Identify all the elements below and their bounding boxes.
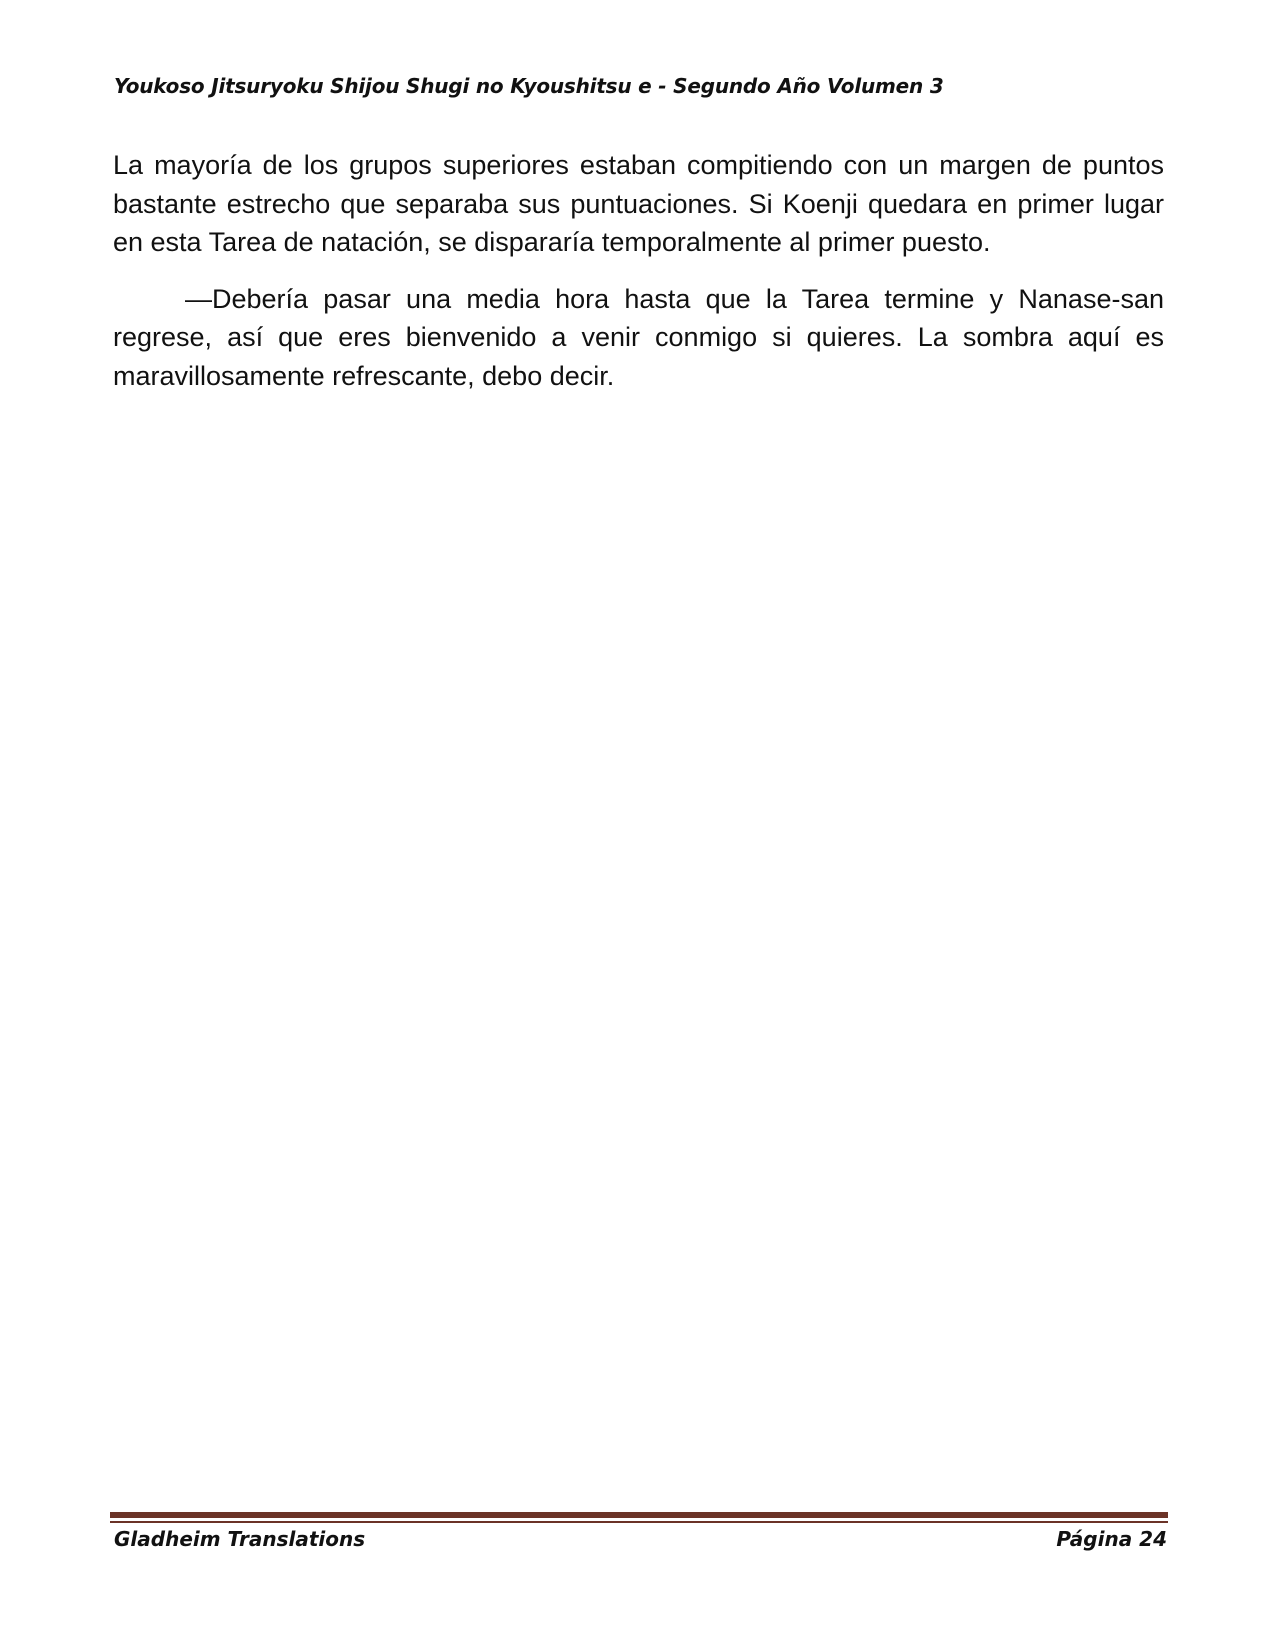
- body-text: [113, 146, 1164, 413]
- footer-credit: Gladheim Translations: [114, 1527, 366, 1551]
- footer-divider-thin-line: [110, 1521, 1168, 1523]
- running-header: Youkoso Jitsuryoku Shijou Shugi no Kyoushitsu e - Segundo Año Volumen 3: [114, 74, 944, 98]
- page-number: Página 24: [1056, 1527, 1167, 1551]
- footer-divider: [110, 1512, 1168, 1524]
- paragraph: —Debería pasar una media hora hasta que la Tarea termine y Nanase-san regrese, así que eres bienvenido a venir conmigo si quieres. La sombra aquí es maravillosamente refrescante, debo decir.: [113, 283, 1164, 391]
- paragraph: La mayoría de los grupos superiores estaban compitiendo con un margen de puntos bastante estrecho que separaba sus puntuaciones. Si Koenji quedara en primer lugar en esta Tarea de natación, se dispararía temporalmente al primer puesto.: [113, 150, 1164, 257]
- footer-divider-thick-line: [110, 1512, 1168, 1518]
